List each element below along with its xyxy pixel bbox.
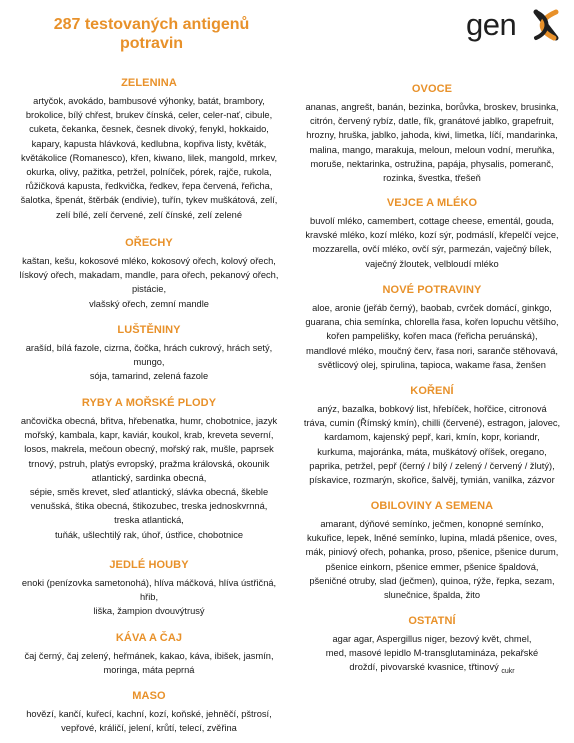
section-title: OVOCE xyxy=(411,83,453,95)
item-line: šalotka, špenát, štěrbák (endivie), tuřín, tykev muškátová, zelí, xyxy=(20,195,278,206)
item-line: kaštan, kešu, kokosové mléko, kokosový ořech, kolový ořech, xyxy=(22,256,276,266)
section-koreni xyxy=(296,384,568,487)
item-line: amarant, dýňové semínko, ječmen, konopné semínko, xyxy=(320,519,544,529)
page-title xyxy=(14,15,289,53)
item-line: okurka, olivy, pažitka, petržel, polníček, pórek, rajče, rukola, xyxy=(26,167,272,178)
item-line: mák, piniový ořech, pohanka, proso, pšenice, pšenice durum, xyxy=(305,547,559,558)
item-line: pistácie, xyxy=(131,284,167,295)
item-line: moruše, nektarinka, ostružina, papája, physalis, pomeranč, xyxy=(310,158,554,169)
item-line: agar agar, Aspergillus niger, bezový květ, chmel, xyxy=(332,634,532,644)
section-maso xyxy=(8,689,290,735)
section-title: RYBY A MOŘSKÉ PLODY xyxy=(81,397,217,409)
item-line: buvolí mléko, camembert, cottage cheese, ementál, gouda, xyxy=(310,216,554,226)
section-title: LUŠTĚNINY xyxy=(117,324,181,336)
item-line: ančovička obecná, břitva, hřebenatka, humr, chobotnice, jazyk xyxy=(20,416,278,426)
item-line: enoki (penízovka sametonohá), hlíva máčková, hlíva ústřičná, xyxy=(21,578,277,588)
page-title-line-2: potravin xyxy=(119,35,184,52)
item-line: kořen pampelišky, kořen maca (řeřicha peruánská), xyxy=(326,331,538,342)
item-line: vaječný žloutek, velbloudí mléko xyxy=(365,258,499,269)
item-line: zelí bílé, zelí červené, zelí čínské, zelí zelené xyxy=(55,209,243,220)
gen-logo xyxy=(466,8,562,42)
item-line: sója, tamarind, zelená fazole xyxy=(89,371,209,382)
last-line-sub: cukr xyxy=(501,668,515,676)
item-line: květákolice (Romanesco), křen, kiwano, lilek, mangold, mrkev, xyxy=(20,152,278,163)
section-items xyxy=(296,100,568,185)
item-line: kardamom, kajenský pepř, kari, kmín, kopr, koriandr, xyxy=(324,432,540,443)
item-line: aloe, aronie (jeřáb černý), baobab, cvrček domácí, ginkgo, xyxy=(312,303,552,313)
section-title: JEDLÉ HOUBY xyxy=(109,559,189,571)
section-lusteniny xyxy=(8,323,290,384)
item-line: hřib, xyxy=(139,592,159,603)
section-vejce xyxy=(296,196,568,271)
item-line: lískový ořech, makadam, mandle, para ořech, pekanový ořech, xyxy=(19,270,279,281)
section-title: VEJCE A MLÉKO xyxy=(386,197,478,209)
item-line: guarana, chia semínka, chlorella řasa, kořen lopuchu většího, xyxy=(305,317,559,328)
item-line: slunečnice, špalda, žito xyxy=(383,590,481,601)
item-line: atlantický, sardinka obecná, xyxy=(91,472,207,483)
section-items xyxy=(8,576,290,619)
section-items xyxy=(8,341,290,384)
item-line: moringa, máta peprná xyxy=(103,665,195,676)
item-line: pšenice einkorn, pšenice emmer, pšenice špaldová, xyxy=(325,561,539,572)
item-line: losos, makrela, mečoun obecný, mořský rak, mušle, paprsek xyxy=(24,444,274,455)
section-items xyxy=(296,301,568,372)
section-items xyxy=(8,414,290,542)
item-line: ananas, angrešt, banán, bezinka, borůvka, broskev, brusinka, xyxy=(305,102,559,112)
section-title: OBILOVINY A SEMENA xyxy=(370,500,494,512)
item-line: kapary, kapusta hlávková, kedlubna, kopřiva listy, květák, xyxy=(31,138,267,149)
section-title: KÁVA A ČAJ xyxy=(115,632,183,644)
item-line: kukuřice, lepek, lněné semínko, lupina, mladá pšenice, oves, xyxy=(306,533,558,544)
section-title: OŘECHY xyxy=(125,237,173,249)
section-title: KOŘENÍ xyxy=(410,385,454,397)
item-line: trnový, pstruh, platýs evropský, pražma královská, okounik xyxy=(28,458,270,469)
item-line: tuňák, ušlechtilý rak, úhoř, ústřice, chobotnice xyxy=(54,529,244,540)
section-items xyxy=(8,649,290,677)
section-items-last-line xyxy=(296,660,568,679)
section-ovoce xyxy=(296,82,568,185)
item-line: brokolice, bílý chřest, brukev čínská, celer, celer-nať, cibule, xyxy=(25,110,273,121)
item-line: venušská, štika obecná, štikozubec, treska jednoskvrnná, xyxy=(30,501,268,512)
section-items xyxy=(8,254,290,311)
section-houby xyxy=(8,558,290,619)
item-line: anýz, bazalka, bobkový list, hřebíček, hořčice, citronová xyxy=(317,404,547,414)
section-title: MASO xyxy=(132,690,166,702)
item-line: světlicový olej, spirulina, tapioca, wakame řasa, ženšen xyxy=(318,359,546,370)
item-line: mungo, xyxy=(133,357,165,368)
item-line: pískavice, rozmarýn, skořice, šalvěj, tymián, vanilka, zázvor xyxy=(309,475,555,486)
section-ryby xyxy=(8,396,290,542)
section-items xyxy=(296,402,568,487)
section-items xyxy=(8,94,290,222)
item-line: cuketa, čekanka, česnek, česnek divoký, fenykl, hokkaido, xyxy=(29,124,269,135)
last-line-text: droždí, pivovarské kvasnice, třtinový xyxy=(349,662,499,673)
item-line: mořský, kambala, kapr, kaviár, koukol, krab, kreveta severní, xyxy=(24,430,274,441)
item-line: rozinka, švestka, třešeň xyxy=(383,173,481,184)
item-line: vepřové, králičí, jelení, krůtí, telecí, zvěřina xyxy=(61,723,237,734)
item-line: citrón, červený rybíz, datle, fík, granátové jablko, grapefruit, xyxy=(310,116,554,127)
section-ostatni xyxy=(296,614,568,679)
section-obiloviny xyxy=(296,499,568,602)
item-line: mandlové mléko, moučný červ, řasa nori, sarančе stěhovavá, xyxy=(306,345,558,356)
section-items xyxy=(296,214,568,271)
item-line: malina, mango, marakuja, meloun, meloun vodní, meruňka, xyxy=(309,144,555,155)
item-line: pšeničné otruby, slad (ječmen), quinoa, rýže, řepka, sezam, xyxy=(309,575,555,586)
item-line: kravské mléko, kozí mléko, kozí sýr, podmáslí, křepelčí vejce, xyxy=(305,230,559,241)
item-line: tráva, cumin (Římský kmín), chilli (červené), estragon, jalovec, xyxy=(303,418,561,429)
item-line: hovězí, kančí, kuřecí, kachní, kozí, koňské, jehněčí, pštrosí, xyxy=(26,709,272,719)
gen-logo-text: gen xyxy=(466,8,517,42)
item-line: kurkuma, majoránka, máta, muškátový oříšek, oregano, xyxy=(317,446,547,457)
item-line: artyčok, avokádo, bambusové výhonky, batát, brambory, xyxy=(33,96,265,106)
item-line: hrozny, hruška, jablko, jahoda, kiwi, limetka, líčí, mandarinka, xyxy=(306,130,558,141)
item-line: treska atlantická, xyxy=(114,515,184,526)
item-line: arašíd, bílá fazole, cizrna, čočka, hrách cukrový, hrách setý, xyxy=(25,343,273,353)
section-items xyxy=(296,632,568,660)
item-line: čaj černý, čaj zelený, heřmánek, kakao, káva, ibišek, jasmín, xyxy=(24,651,274,661)
item-line: mozzarella, ovčí mléko, ovčí sýr, parmezán, vaječný bílek, xyxy=(312,244,552,255)
section-nove xyxy=(296,283,568,372)
section-kava xyxy=(8,631,290,677)
item-line: paprika, petržel, pepř (černý / bílý / zelený / červený / žlutý), xyxy=(309,460,555,471)
section-title: NOVÉ POTRAVINY xyxy=(382,284,482,296)
page-title-line-1: 287 testovaných antigenů xyxy=(53,16,250,33)
section-orechy xyxy=(8,236,290,311)
item-line: med, masové lepidlo M-transglutamináza, pekařské xyxy=(325,648,539,659)
item-line: liška, žampion dvouvýtrusý xyxy=(93,606,205,617)
item-line: sépie, směs krevet, sleď atlantický, slávka obecná, škeble xyxy=(29,487,269,498)
section-zelenina xyxy=(8,76,290,222)
section-title: OSTATNÍ xyxy=(408,615,456,627)
section-title: ZELENINA xyxy=(121,77,177,89)
section-items xyxy=(296,517,568,602)
section-items xyxy=(8,707,290,735)
item-line: růžičková kapusta, ředkvička, ředkev, řepa červená, řeřicha, xyxy=(25,181,273,192)
item-line: vlašský ořech, zemní mandle xyxy=(89,298,209,309)
gen-logo-mark-icon xyxy=(536,12,556,38)
